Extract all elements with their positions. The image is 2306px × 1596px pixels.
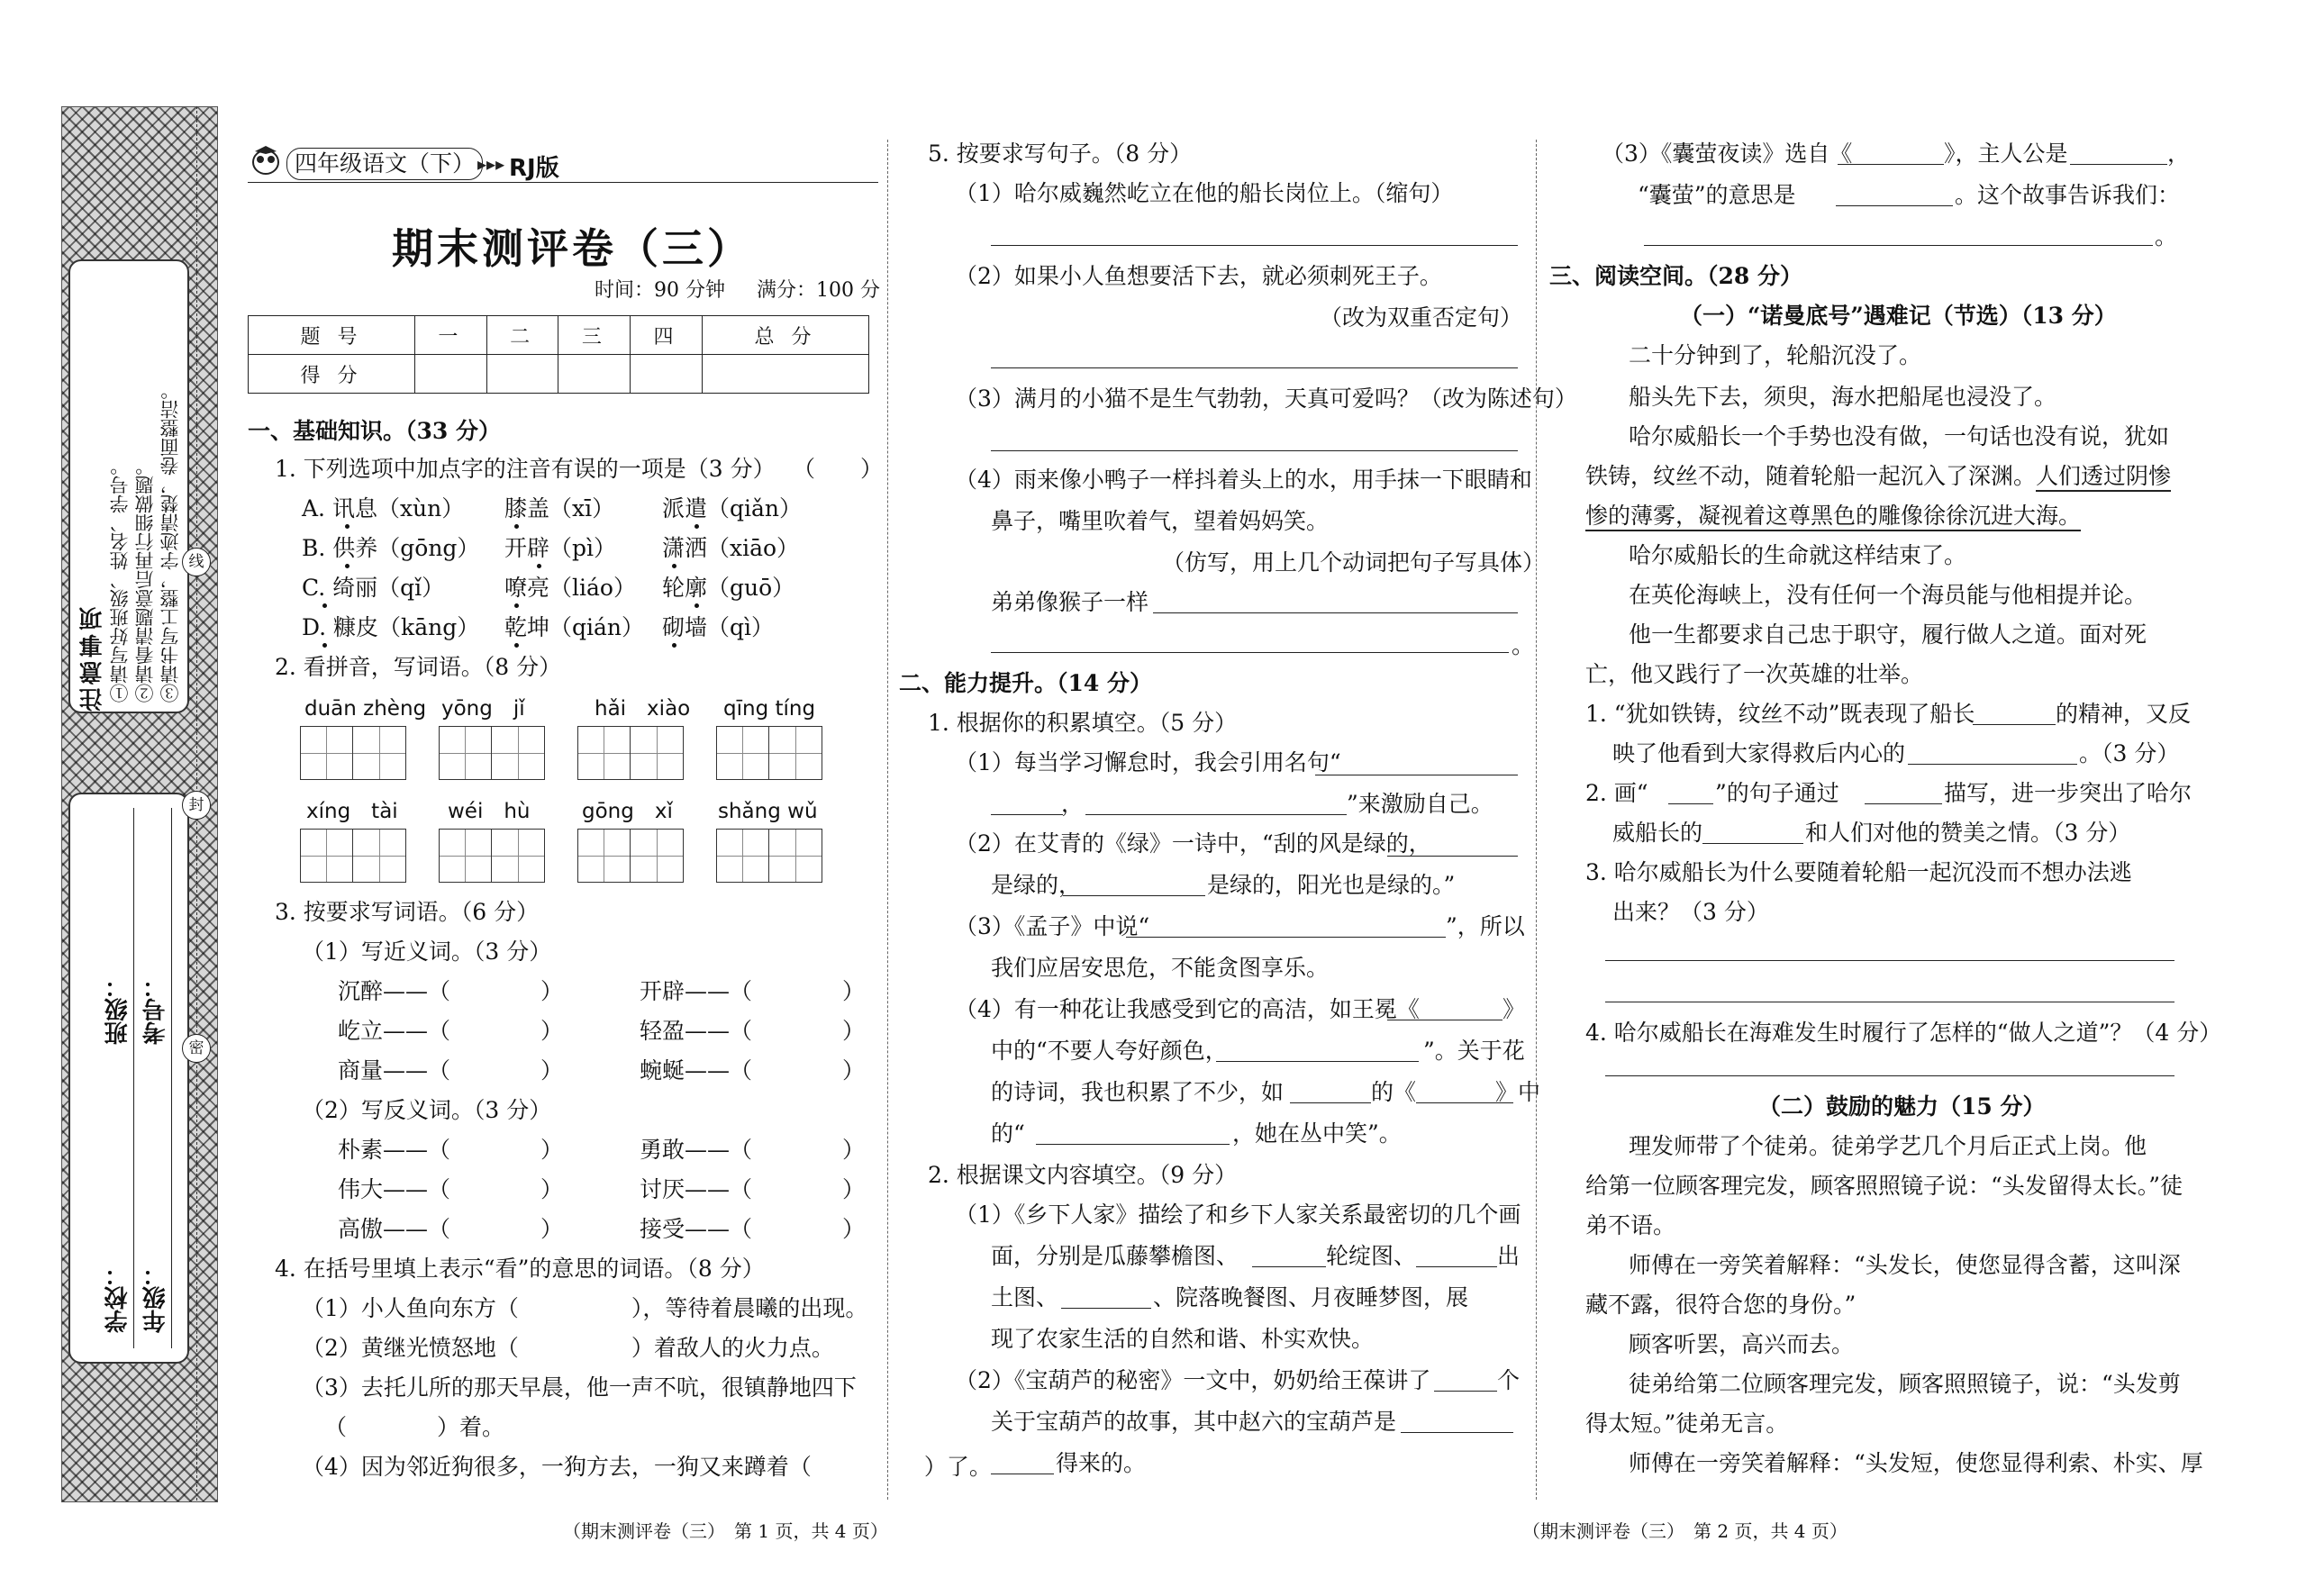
passage-1-line: 哈尔威船长的生命就这样结束了。 xyxy=(1629,542,1967,568)
s2-q1-text: 的诗词，我也积累了不少，如 xyxy=(991,1079,1285,1105)
q3-sub1: （1）写近义词。（3 分） xyxy=(302,939,552,965)
blank[interactable] xyxy=(1702,843,1803,844)
score-table-header: 三 xyxy=(558,316,631,355)
blank[interactable] xyxy=(1036,1144,1230,1145)
writing-grid[interactable] xyxy=(716,726,822,780)
class-label: 班级： xyxy=(104,975,132,1045)
s2-q2-text: 关于宝葫芦的故事，其中赵六的宝葫芦是 xyxy=(991,1409,1397,1435)
q4-line: （3）去托儿所的那天早晨，他一声不吭，很镇静地四下 xyxy=(302,1374,857,1401)
writing-grid[interactable] xyxy=(577,726,684,780)
score-table-header: 总 分 xyxy=(702,316,868,355)
passage-2-line: 理发师带了个徒弟。徒弟学艺几个月后正式上岗。他 xyxy=(1629,1133,2147,1159)
school-label: 学校： xyxy=(104,1263,132,1333)
q5-d-prompt: 弟弟像猴子一样 xyxy=(991,589,1149,615)
synonym-item[interactable]: 屹立——（ ） xyxy=(338,1018,564,1044)
q5-stem: 5. 按要求写句子。（8 分） xyxy=(928,141,1193,167)
s2-q1-text: 是绿的， xyxy=(991,872,1082,898)
s2-q1-text: 是绿的，阳光也是绿的。” xyxy=(1207,872,1456,898)
pinyin-label: hǎi xiào xyxy=(595,697,691,721)
writing-grid[interactable] xyxy=(577,829,684,883)
synonym-item[interactable]: 蜿蜒——（ ） xyxy=(640,1057,866,1084)
q4-line: （4）因为邻近狗很多，一狗方去，一狗又来蹲着（ ）了。 xyxy=(302,1454,992,1480)
q1-option: 乾坤（qián） xyxy=(504,614,645,640)
pinyin-label: gōng xǐ xyxy=(582,800,673,823)
s2-q2-text: 土图、 xyxy=(991,1284,1059,1310)
q1-option: 膝盖（xī） xyxy=(504,495,615,521)
score-cell[interactable] xyxy=(631,355,703,394)
grade-label: 年级： xyxy=(142,1263,169,1333)
q4-stem: 4. 在括号里填上表示“看”的意思的词语。（8 分） xyxy=(275,1256,765,1282)
answer-line[interactable] xyxy=(1605,960,2174,961)
s2-q2-text: 轮绽图、 xyxy=(1326,1243,1417,1269)
writing-grid[interactable] xyxy=(439,829,545,883)
footer-page-2: （期末测评卷（三） 第 2 页，共 4 页） xyxy=(1522,1520,1848,1542)
score-table-header: 四 xyxy=(631,316,703,355)
s2-q1-text: ”来激励自己。 xyxy=(1347,791,1493,817)
score-cell[interactable] xyxy=(558,355,631,394)
writing-grid[interactable] xyxy=(439,726,545,780)
reading-q2: ”的句子通过 xyxy=(1715,780,1839,806)
passage-1-underlined: 人们透过阴惨 xyxy=(2036,465,2171,492)
marker-feng: 封 xyxy=(182,791,211,820)
pinyin-label: wéi hù xyxy=(448,800,531,823)
q1-option: D. 糠皮（kāng） xyxy=(302,614,480,640)
header-edition: RJ版 xyxy=(509,155,559,182)
antonym-item[interactable]: 高傲——（ ） xyxy=(338,1216,564,1242)
blank[interactable] xyxy=(1836,205,1953,206)
notice-panel xyxy=(68,259,189,713)
q1-option: 轮廓（guō） xyxy=(662,575,795,601)
s2-q1-text: （3）《孟子》中说“ xyxy=(955,913,1150,939)
q5-d: 鼻子，嘴里吹着气，望着妈妈笑。 xyxy=(991,508,1330,534)
section-3-heading: 三、阅读空间。（28 分） xyxy=(1549,263,1802,289)
score-table-header: 二 xyxy=(486,316,558,355)
antonym-item[interactable]: 讨厌——（ ） xyxy=(640,1176,866,1202)
owl-mascot-icon xyxy=(248,144,284,177)
blank[interactable] xyxy=(2070,164,2167,165)
reading-q2: 和人们对他的赞美之情。（3 分） xyxy=(1805,820,2131,846)
reading-q1: 的精神，又反 xyxy=(2056,701,2192,727)
blank[interactable] xyxy=(1290,1102,1371,1103)
antonym-item[interactable]: 朴素——（ ） xyxy=(338,1137,564,1163)
reading-q3: 出来？（3 分） xyxy=(1612,899,1769,925)
score-table-header: 一 xyxy=(415,316,487,355)
s2-q2-text: 。 xyxy=(2155,223,2178,249)
passage-2-line: 徒弟给第二位顾客理完发，顾客照照镜子，说：“头发剪 xyxy=(1629,1371,2181,1397)
q5-b-note: （改为双重否定句） xyxy=(1320,304,1523,331)
passage-2-line: 师傅在一旁笑着解释：“头发长，使您显得含蓄，这叫深 xyxy=(1629,1252,2181,1278)
blank[interactable] xyxy=(1973,724,2056,725)
s2-q2-text: 面，分别是瓜藤攀檐图、 xyxy=(991,1243,1239,1269)
reading-q1: 映了他看到大家得救后内心的 xyxy=(1612,740,1906,766)
passage-1-line: 铁铸，纹丝不动，随着轮船一起沉入了深渊。 xyxy=(1585,463,2037,489)
marker-xian: 线 xyxy=(182,548,211,576)
pinyin-label: yōng jǐ xyxy=(441,697,525,721)
passage-1-line: 船头先下去，须臾，海水把船尾也浸没了。 xyxy=(1629,384,2057,410)
synonym-item[interactable]: 商量——（ ） xyxy=(338,1057,564,1084)
passage-2-title: （二）鼓励的魅力（15 分） xyxy=(1758,1093,2046,1120)
reading-q2: 威船长的 xyxy=(1612,820,1703,846)
q5-a: （1）哈尔威巍然屹立在他的船长岗位上。（缩句） xyxy=(955,180,1454,206)
q4-line: （2）黄继光愤怒地（ ）着敌人的火力点。 xyxy=(302,1335,834,1361)
pinyin-label: xíng tài xyxy=(306,800,398,823)
reading-q1: 1. “犹如铁铸，纹丝不动”既表现了船长 xyxy=(1585,701,1975,727)
s2-q1-text: （4）有一种花让我感受到它的高洁，如王冕《 xyxy=(955,996,1420,1022)
s2-q1-text: ”，所以 xyxy=(1446,913,1525,939)
exam-full-score: 满分：100 分 xyxy=(757,279,880,302)
q1-option: 嘹亮（liáo） xyxy=(504,575,636,601)
passage-1-line: 他一生都要求自己忠于职守，履行做人之道。面对死 xyxy=(1629,621,2147,648)
q5-b: （2）如果小人鱼想要活下去，就必须刺死王子。 xyxy=(955,263,1442,289)
score-table xyxy=(248,315,869,394)
s2-q2-text: 》，主人公是 xyxy=(1944,141,2068,167)
notice-title: 注意事项 xyxy=(79,603,106,712)
blank[interactable] xyxy=(1668,803,1713,804)
s2-q2-text: ， xyxy=(2167,141,2191,167)
blank[interactable] xyxy=(1126,937,1446,938)
q5-c: （3）满月的小猫不是生气勃勃，天真可爱吗？（改为陈述句） xyxy=(955,385,1577,412)
passage-1-underlined: 惨的薄雾，凝视着这尊黑色的雕像徐徐沉进大海。 xyxy=(1585,504,2081,531)
answer-line[interactable] xyxy=(1644,245,2153,246)
q5-d-end: 。 xyxy=(1512,632,1535,658)
passage-2-line: 师傅在一旁笑着解释：“头发短，使您显得利索、朴实、厚 xyxy=(1629,1450,2203,1476)
passage-2-line: 给第一位顾客理完发，顾客照照镜子说：“头发留得太长。”徒 xyxy=(1585,1173,2183,1199)
q1-option: B. 供养（gōng） xyxy=(302,535,480,561)
blank[interactable] xyxy=(1416,1266,1497,1267)
q4-line: （ ）着。 xyxy=(324,1414,505,1440)
q1-option: 砌墙（qì） xyxy=(662,614,774,640)
s2-q2-text: “囊萤”的意思是 xyxy=(1638,182,1796,208)
blank[interactable] xyxy=(1063,895,1205,896)
answer-line[interactable] xyxy=(1153,612,1518,613)
notice-line-1: ①请写好班级、姓名、学号。 xyxy=(109,457,131,703)
pinyin-label: qīng tíng xyxy=(723,697,816,721)
blank[interactable] xyxy=(1387,856,1518,857)
passage-1-line: 亡，他又践行了一次英雄的壮举。 xyxy=(1585,661,1924,687)
s2-q1-text: 的“ xyxy=(991,1120,1025,1147)
header-grade-box: 四年级语文（下） xyxy=(286,148,483,180)
reading-q2: 描写，进一步突出了哈尔 xyxy=(1944,780,2193,806)
s2-q2-text: 。这个故事告诉我们： xyxy=(1955,182,2181,208)
passage-2-line: 得太短。”徒弟无言。 xyxy=(1585,1410,1789,1437)
writing-grid[interactable] xyxy=(716,829,822,883)
s2-q2-text: 、院落晚餐图、月夜睡梦图，展 xyxy=(1153,1284,1469,1310)
q1-option: 开辟（pì） xyxy=(504,535,616,561)
s2-q2-text: 现了农家生活的自然和谐、朴实欢快。 xyxy=(991,1326,1375,1352)
s2-q1-text: 》中 xyxy=(1495,1079,1541,1105)
marker-mi: 密 xyxy=(182,1034,211,1063)
answer-line[interactable] xyxy=(991,367,1518,368)
s2-q1-text: ，她在丛中笑”。 xyxy=(1232,1120,1402,1147)
blank[interactable] xyxy=(1216,1061,1419,1062)
answer-line[interactable] xyxy=(1605,1075,2174,1076)
q1-option: C. 绮丽（qǐ） xyxy=(302,575,445,601)
passage-1-title: （一）“诺曼底号”遇难记（节选）（13 分） xyxy=(1680,303,2117,329)
q1-option: A. 讯息（xùn） xyxy=(302,495,465,521)
score-cell[interactable] xyxy=(415,355,487,394)
header-arrows: ▸▸▸ xyxy=(477,153,505,175)
s2-q2-text: （2）《宝葫芦的秘密》一文中，奶奶给王葆讲了 xyxy=(955,1367,1431,1393)
score-table-row-label: 得 分 xyxy=(249,355,415,394)
answer-line[interactable] xyxy=(991,652,1509,653)
antonym-item[interactable]: 伟大——（ ） xyxy=(338,1176,564,1202)
synonym-item[interactable]: 轻盈——（ ） xyxy=(640,1018,866,1044)
synonym-item[interactable]: 开辟——（ ） xyxy=(640,978,866,1004)
s2-q2-stem: 2. 根据课文内容填空。（9 分） xyxy=(928,1162,1238,1188)
s2-q1-text: 的《 xyxy=(1371,1079,1417,1105)
reading-q4: 4. 哈尔威船长在海难发生时履行了怎样的“做人之道”？（4 分） xyxy=(1585,1020,2222,1046)
antonym-item[interactable]: 接受——（ ） xyxy=(640,1216,866,1242)
blank[interactable] xyxy=(1252,1266,1326,1267)
reading-q2: 2. 画“ xyxy=(1585,780,1648,806)
q5-d: （4）雨来像小鸭子一样抖着头上的水，用手抹一下眼睛和 xyxy=(955,467,1532,493)
blank[interactable] xyxy=(1085,814,1347,815)
s2-q1-stem: 1. 根据你的积累填空。（5 分） xyxy=(928,710,1238,736)
blank[interactable] xyxy=(1838,164,1944,165)
q1-answer-paren[interactable]: （ ） xyxy=(793,456,884,482)
writing-grid[interactable] xyxy=(300,829,406,883)
answer-line[interactable] xyxy=(991,245,1518,246)
section-1-heading: 一、基础知识。（33 分） xyxy=(248,418,501,444)
blank[interactable] xyxy=(991,814,1063,815)
q3-sub2: （2）写反义词。（3 分） xyxy=(302,1097,552,1123)
s2-q1-text: ， xyxy=(1061,791,1085,817)
notice-line-3: ③请书写工整，字迹清楚，卷面整洁。 xyxy=(159,381,181,703)
writing-grid[interactable] xyxy=(300,726,406,780)
reading-q3: 3. 哈尔威船长为什么要随着轮船一起沉没而不想办法逃 xyxy=(1585,859,2132,885)
q4-line: （1）小人鱼向东方（ ），等待着晨曦的出现。 xyxy=(302,1295,868,1321)
exam-title: 期末测评卷（三） xyxy=(392,224,752,273)
blank[interactable] xyxy=(1434,1391,1497,1392)
q2-stem: 2. 看拼音，写词语。（8 分） xyxy=(275,654,562,680)
blank[interactable] xyxy=(1061,1308,1151,1309)
s2-q2-text: 个 xyxy=(1497,1367,1521,1393)
s2-q1-text: （1）每当学习懈怠时，我会引用名句“ xyxy=(955,749,1341,775)
s2-q1-text: ”。关于花 xyxy=(1423,1038,1525,1064)
student-info-panel xyxy=(68,793,189,1364)
s2-q2-text: （1）《乡下人家》描绘了和乡下人家关系最密切的几个画 xyxy=(955,1202,1521,1228)
score-table-header: 题 号 xyxy=(249,316,415,355)
synonym-item[interactable]: 沉醉——（ ） xyxy=(338,978,564,1004)
footer-page-1: （期末测评卷（三） 第 1 页，共 4 页） xyxy=(563,1520,888,1542)
blank[interactable] xyxy=(1401,1432,1513,1433)
passage-2-line: 弟不语。 xyxy=(1585,1212,1676,1238)
q1-option: 潇洒（xiāo） xyxy=(662,535,800,561)
score-cell[interactable] xyxy=(702,355,868,394)
s2-q2-text: （3）《囊萤夜读》选自《 xyxy=(1602,141,1853,167)
passage-2-line: 顾客听罢，高兴而去。 xyxy=(1629,1331,1855,1357)
blank[interactable] xyxy=(1908,764,2077,765)
exam-no-label: 考号： xyxy=(142,975,169,1045)
q3-stem: 3. 按要求写词语。（6 分） xyxy=(275,899,540,925)
passage-1-line: 二十分钟到了，轮船沉没了。 xyxy=(1629,342,1922,368)
q1-option: 派遣（qiǎn） xyxy=(662,495,803,521)
exam-time: 时间：90 分钟 xyxy=(595,279,725,302)
s2-q2-text: 得来的。 xyxy=(1056,1450,1147,1476)
s2-q1-text: 中的“不要人夸好颜色， xyxy=(991,1038,1228,1064)
pinyin-label: shǎng wǔ xyxy=(718,800,818,823)
antonym-item[interactable]: 勇敢——（ ） xyxy=(640,1137,866,1163)
s2-q1-text: 》 xyxy=(1503,996,1526,1022)
s2-q2-text: 出 xyxy=(1497,1243,1521,1269)
passage-1-line: 在英伦海峡上，没有任何一个海员能与他相提并论。 xyxy=(1629,582,2147,608)
score-cell[interactable] xyxy=(486,355,558,394)
passage-1-line: 哈尔威船长一个手势也没有做，一句话也没有说，犹如 xyxy=(1629,423,2170,449)
s2-q1-text: 我们应居安思危，不能贪图享乐。 xyxy=(991,955,1330,981)
blank[interactable] xyxy=(1865,803,1942,804)
pinyin-label: duān zhèng xyxy=(304,697,427,721)
q5-d-note: （仿写，用上几个动词把句子写具体） xyxy=(1162,549,1546,576)
passage-2-line: 藏不露，很符合您的身份。” xyxy=(1585,1292,1857,1318)
s2-q1-text: （2）在艾青的《绿》一诗中，“刮的风是绿的， xyxy=(955,830,1431,857)
section-2-heading: 二、能力提升。（14 分） xyxy=(899,670,1152,696)
q1-stem: 1. 下列选项中加点字的注音有误的一项是（3 分） xyxy=(275,456,776,482)
answer-line[interactable] xyxy=(991,450,1518,451)
notice-line-2: ②请看清题意后再行细做题。 xyxy=(134,457,156,703)
reading-q1: 。（3 分） xyxy=(2079,740,2180,766)
